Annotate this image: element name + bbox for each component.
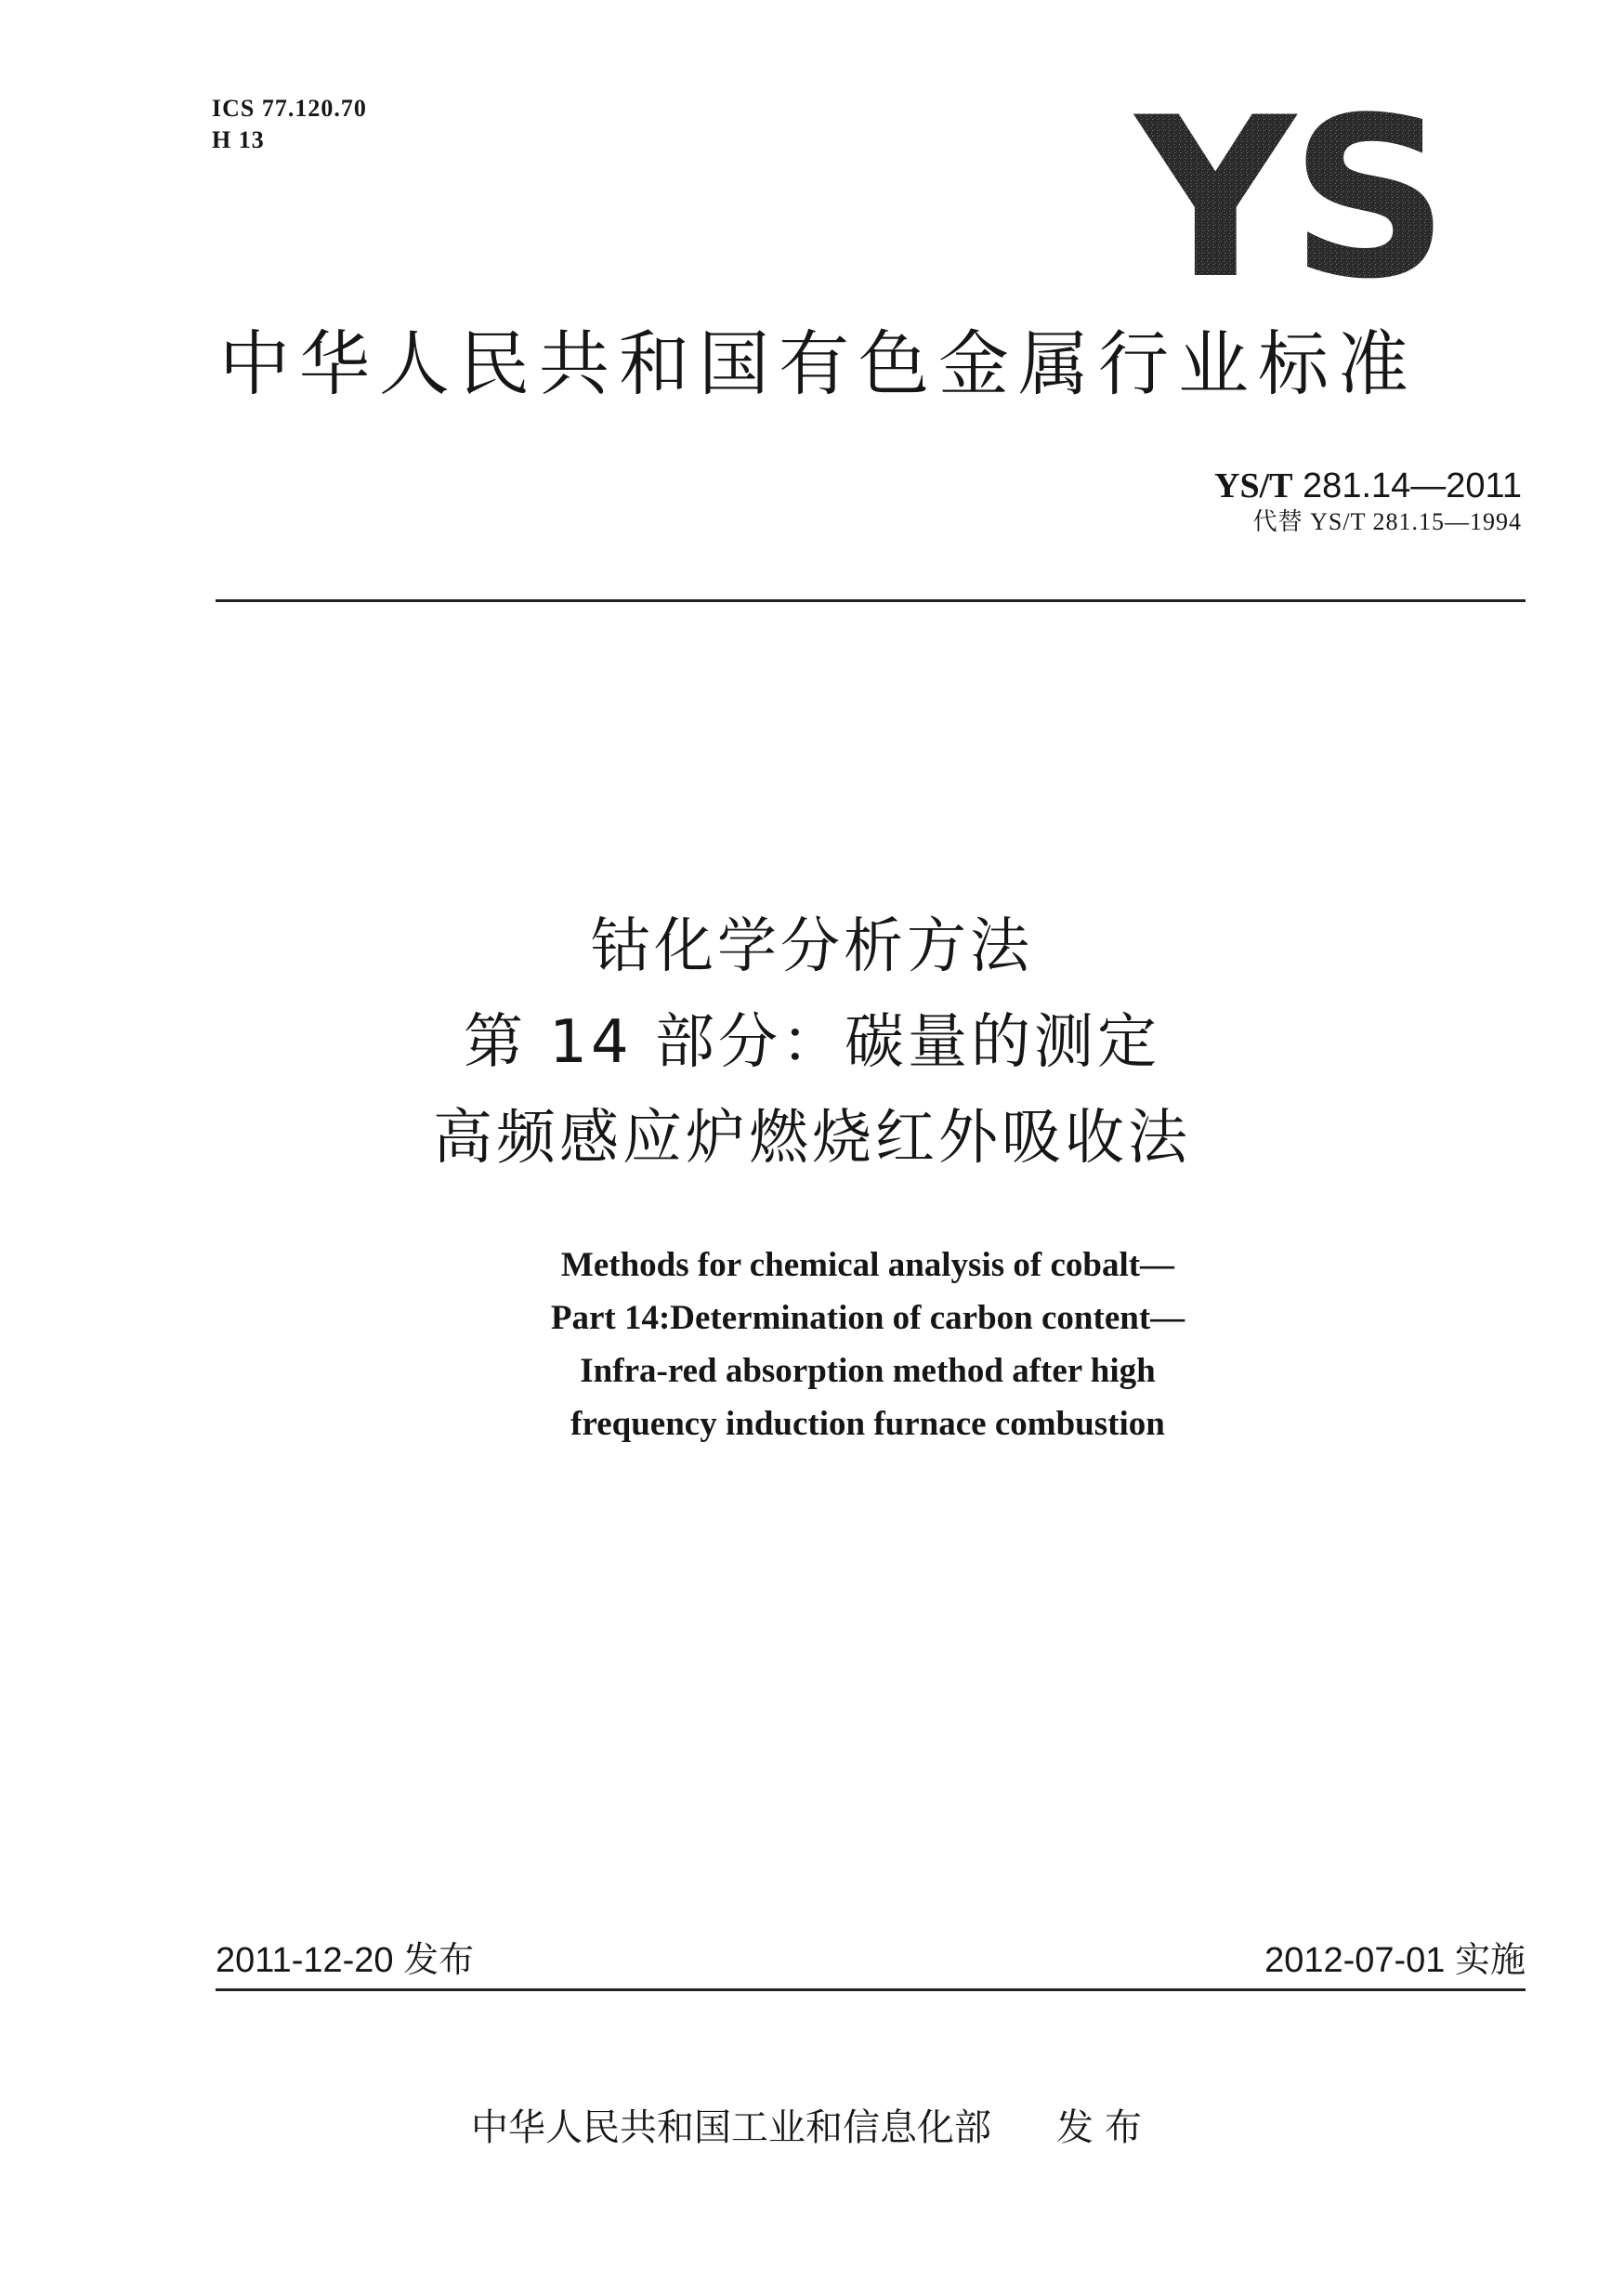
ccs-code: H 13 bbox=[212, 126, 265, 153]
standard-number: 281.14—2011 bbox=[1303, 466, 1522, 505]
classification-block bbox=[212, 93, 367, 156]
english-title-line-3: Infra-red absorption method after high bbox=[580, 1352, 1156, 1390]
standard-number-block bbox=[1214, 465, 1522, 537]
standard-banner-title: 中华人民共和国有色金属行业标准 bbox=[219, 322, 1418, 405]
publisher-line bbox=[0, 2104, 1624, 2152]
footer-divider bbox=[216, 1988, 1526, 1991]
chinese-title-line-2: 第 14 部分：碳量的测定 bbox=[463, 1008, 1161, 1077]
header-divider bbox=[216, 599, 1526, 602]
publisher-name: 中华人民共和国工业和信息化部 bbox=[471, 2106, 991, 2149]
publisher-verb: 发布 bbox=[1056, 2106, 1153, 2149]
implementation-date: 2012-07-01 实施 bbox=[1264, 1941, 1526, 1980]
replaces-note: 代替 YS/T 281.15—1994 bbox=[1252, 508, 1522, 535]
chinese-title-line-1: 钴化学分析方法 bbox=[591, 912, 1033, 981]
english-title-line-4: frequency induction furnace combustion bbox=[570, 1405, 1165, 1443]
english-title bbox=[0, 1239, 1624, 1450]
standard-code bbox=[1214, 465, 1522, 507]
english-title-line-1: Methods for chemical analysis of cobalt— bbox=[560, 1246, 1175, 1284]
standard-prefix: YS/T bbox=[1214, 466, 1293, 505]
ys-logo bbox=[1122, 110, 1457, 284]
english-title-line-2: Part 14:Determination of carbon content— bbox=[550, 1299, 1185, 1337]
chinese-title-line-3: 高频感应炉燃烧红外吸收法 bbox=[433, 1104, 1191, 1173]
chinese-title bbox=[0, 899, 1624, 1187]
logo-text: YS bbox=[1135, 110, 1444, 284]
issue-date: 2011-12-20 发布 bbox=[216, 1941, 475, 1980]
ics-code: ICS 77.120.70 bbox=[212, 95, 367, 122]
